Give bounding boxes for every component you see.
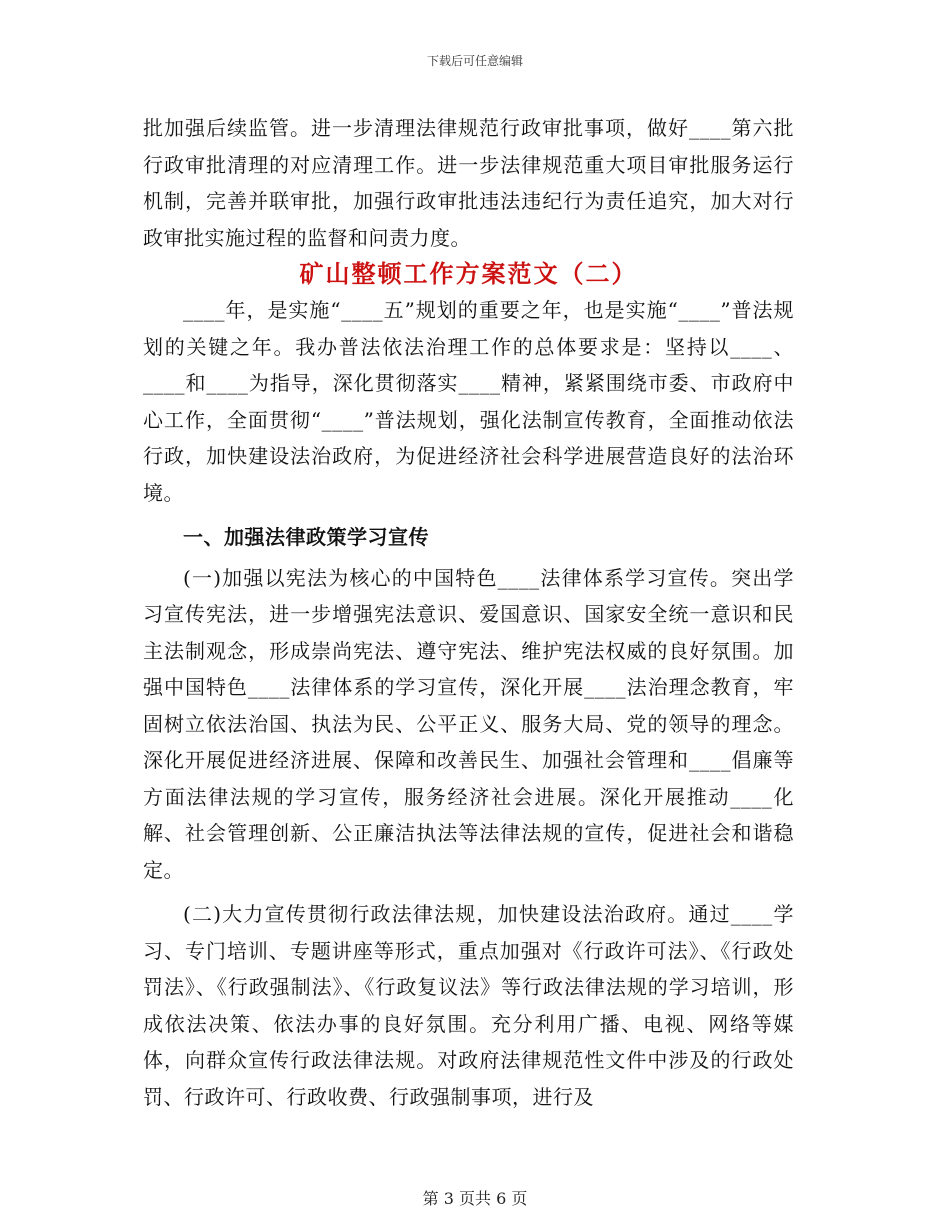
- item-2-paragraph: (二)大力宣传贯彻行政法律法规，加快建设法治政府。通过____学习、专门培训、专题讲座等形式，重点加强对《行政许可法》、《行政处罚法》、《行政强制法》、《行政复议法》等行政法律法规的学习培训，形成依法决策、依法办事的良好氛围。充分利用广播、电视、网络等媒体，向群众宣传行政法律法规。对政府法律规范性文件中涉及的行政处罚、行政许可、行政收费、行政强制事项，进行及: [143, 902, 794, 1109]
- intro-paragraph: ____年，是实施“____五”规划的重要之年，也是实施“____”普法规划的关键之年。我办普法依法治理工作的总体要求是：坚持以____、____和____为指导，深化贯彻落实____精神，紧紧围绕市委、市政府中心工作，全面贯彻“____”普法规划，强化法制宣传教育，全面推动依法行政，加快建设法治政府，为促进经济社会科学进展营造良好的法治环境。: [143, 298, 794, 505]
- page-number: 第 3 页共 6 页: [422, 1189, 528, 1208]
- document-body: [143, 110, 794, 1115]
- section-heading: 一、加强法律政策学习宣传: [183, 525, 429, 549]
- item-1-paragraph: (一)加强以宪法为核心的中国特色____法律体系学习宣传。突出学习宣传宪法，进一步增强宪法意识、爱国意识、国家安全统一意识和民主法制观念，形成崇尚宪法、遵守宪法、维护宪法权威的良好氛围。加强中国特色____法律体系的学习宣传，深化开展____法治理念教育，牢固树立依法治国、执法为民、公平正义、服务大局、党的领导的理念。深化开展促进经济进展、保障和改善民生、加强社会管理和____倡廉等方面法律法规的学习宣传，服务经济社会进展。深化开展推动____化解、社会管理创新、公正廉洁执法等法律法规的宣传，促进社会和谐稳定。: [143, 565, 794, 882]
- page-header: 下载后可任意编辑: [426, 54, 523, 68]
- continued-paragraph: 批加强后续监管。进一步清理法律规范行政审批事项，做好____第六批行政审批清理的对应清理工作。进一步法律规范重大项目审批服务运行机制，完善并联审批，加强行政审批违法违纪行为责任追究，加大对行政审批实施过程的监督和问责力度。: [143, 116, 794, 250]
- document-title: 矿山整顿工作方案范文（二）: [299, 259, 638, 288]
